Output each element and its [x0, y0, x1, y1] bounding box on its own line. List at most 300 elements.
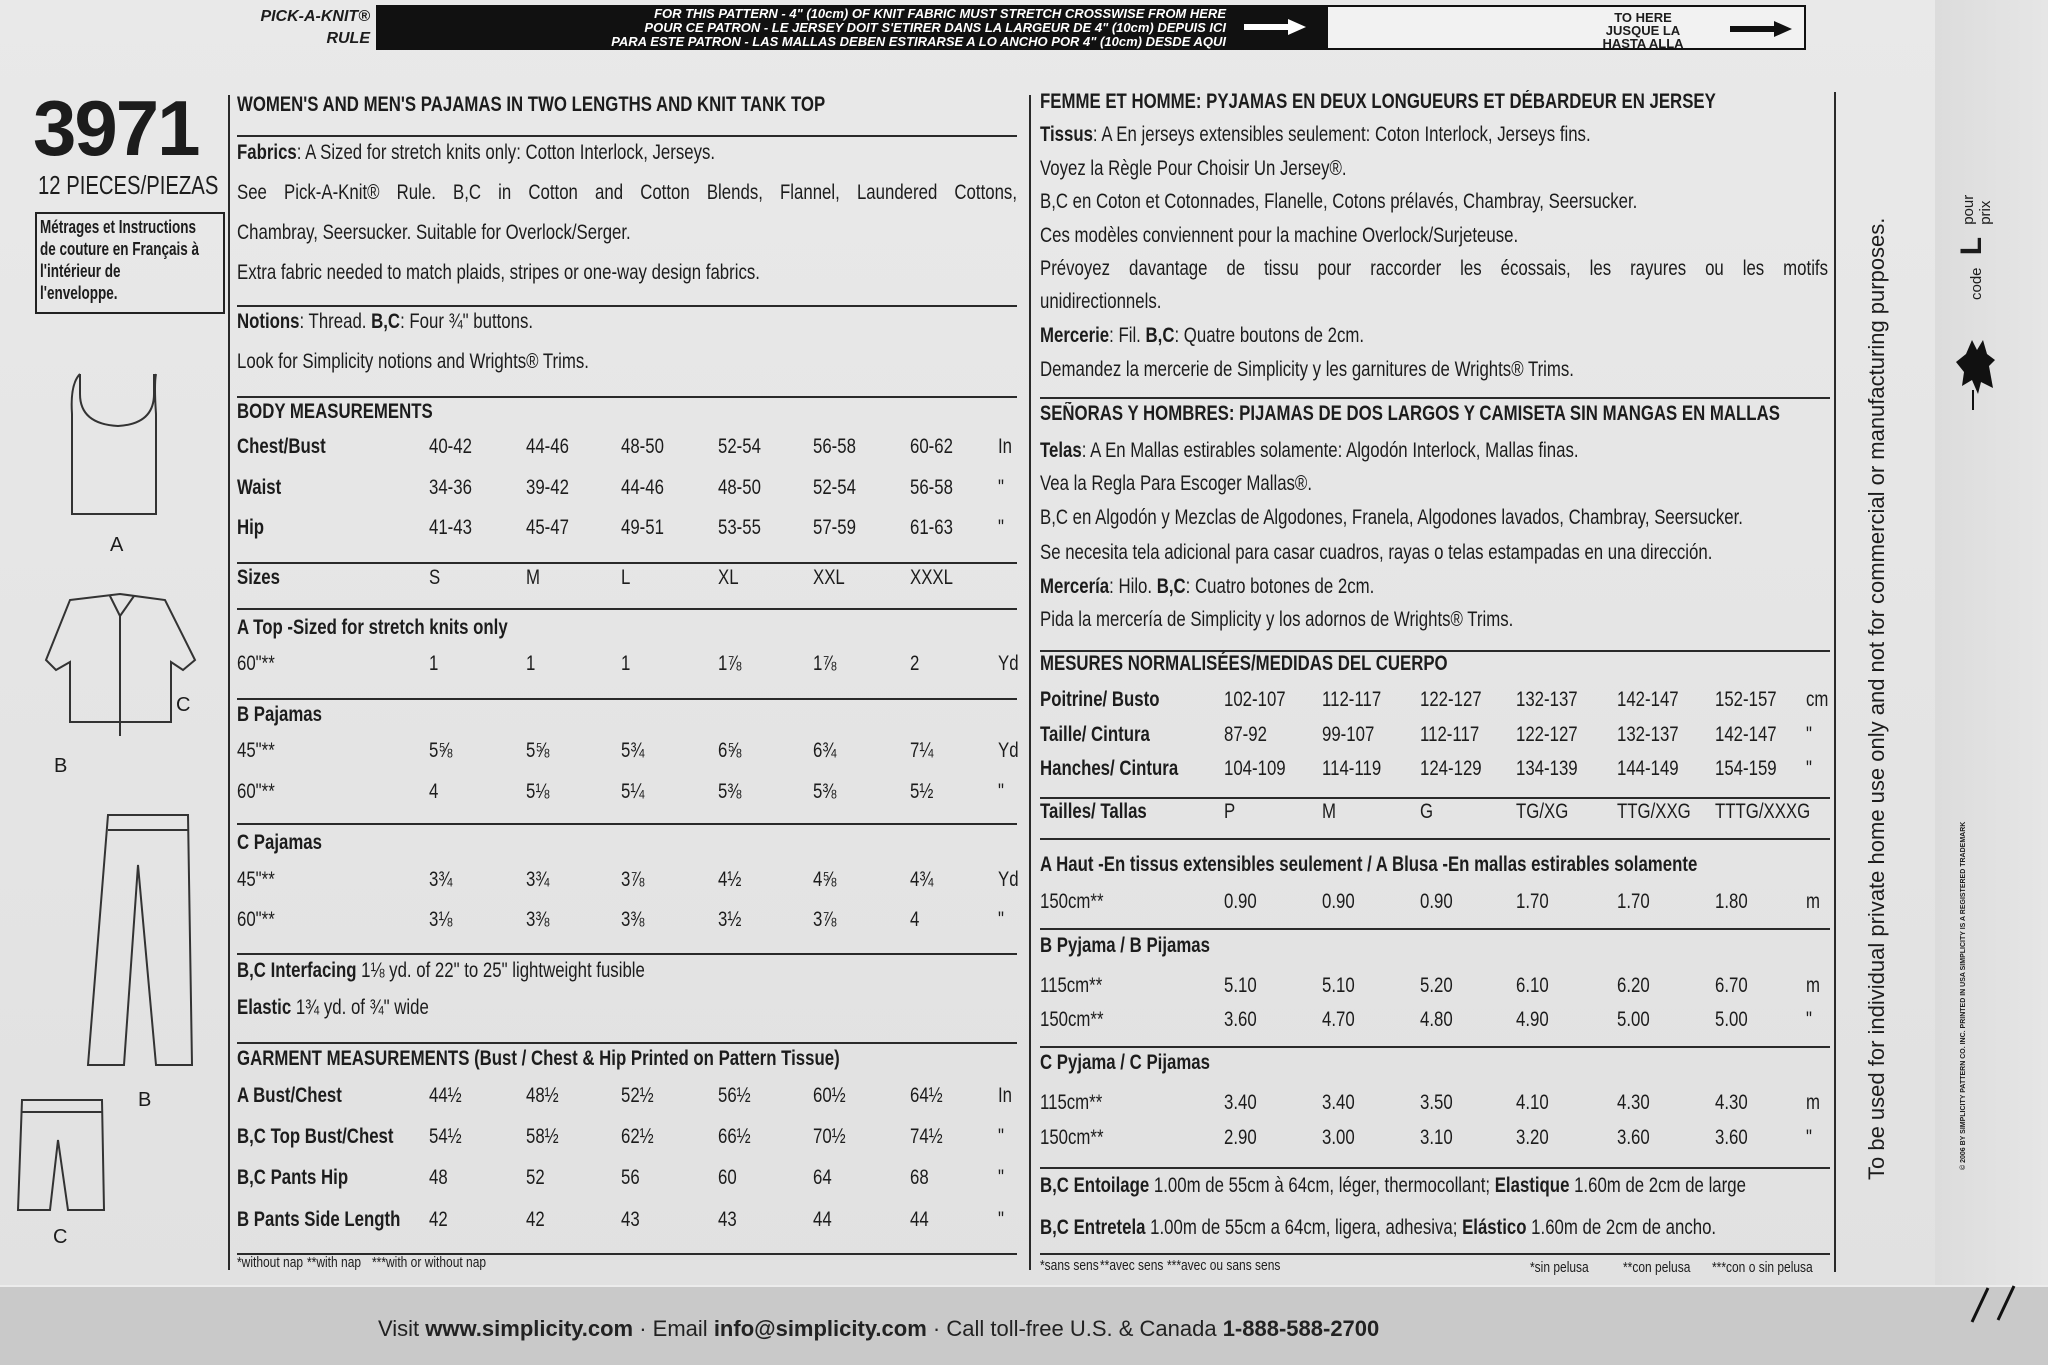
cell-value: 5⅛ [526, 780, 550, 803]
cell-value: 4 [429, 780, 439, 803]
unit-label: " [1806, 1008, 1812, 1031]
row-label: B,C Top Bust/Chest [237, 1125, 394, 1148]
cell-value: 43 [718, 1208, 737, 1231]
cell-value: 6.20 [1617, 974, 1650, 997]
row-label: Hanches/ Cintura [1040, 757, 1179, 780]
row-label: 115cm** [1040, 974, 1103, 997]
cell-value: 4.70 [1322, 1008, 1355, 1031]
text-run: Voyez la Règle Pour Choisir Un Jersey®. [1040, 157, 1347, 180]
b-pyjama-heading: B Pyjama / B Pijamas [1040, 934, 1210, 957]
cell-value: 3⅜ [526, 908, 550, 931]
footnote: *sin pelusa [1530, 1259, 1589, 1276]
text-run: : Four ¾" buttons. [400, 310, 534, 333]
text-run: Chambray, Seersucker. Suitable for Overlock/Serger. [237, 221, 631, 244]
french-instructions-notice [35, 212, 225, 314]
cell-value: 3⅞ [621, 868, 645, 891]
bold-label: Notions [237, 310, 300, 333]
view-label-c: C [176, 694, 191, 716]
bold-label: Tissus [1040, 123, 1093, 146]
text-line [1040, 355, 1574, 385]
cell-value: 56-58 [910, 476, 953, 499]
cell-value: 5¼ [621, 780, 645, 803]
maple-leaf-icon [1948, 332, 1998, 412]
cell-value: 5.00 [1617, 1008, 1650, 1031]
bold-label: Mercerie [1040, 324, 1110, 347]
text-run: 1.60m de 2cm de ancho. [1526, 1216, 1717, 1239]
unit-label: Yd [998, 868, 1019, 891]
row-label: Taille/ Cintura [1040, 723, 1150, 746]
cell-value: 48-50 [718, 476, 761, 499]
row-label: 150cm** [1040, 890, 1104, 913]
bold-label: Elástico [1462, 1216, 1527, 1239]
cell-value: 74½ [910, 1125, 943, 1148]
cell-value: P [1224, 800, 1236, 823]
c-pyjama-heading: C Pyjama / C Pijamas [1040, 1051, 1210, 1074]
cell-value: 112-117 [1322, 688, 1382, 711]
cell-value: 70½ [813, 1125, 846, 1148]
copyright-notice: © 2006 BY SIMPLICITY PATTERN CO. INC. PRINTED IN USA SIMPLICITY IS A REGISTERED TRADEMARK [1960, 821, 1967, 1170]
cell-value: 52 [526, 1166, 545, 1189]
piece-count: 12 PIECES/PIEZAS [38, 170, 219, 200]
cell-value: 5.00 [1715, 1008, 1748, 1031]
cell-value: 4.30 [1715, 1091, 1748, 1114]
text-line [1040, 154, 1347, 184]
unit-label: m [1806, 890, 1820, 913]
cell-value: 60½ [813, 1084, 846, 1107]
cell-value: 3.40 [1322, 1091, 1355, 1114]
tank-top-sketch [72, 374, 156, 514]
cell-value: 3.50 [1420, 1091, 1453, 1114]
stretch-line-es: PARA ESTE PATRON - LAS MALLAS DEBEN ESTIRARSE A LO ANCHO POR 4" (10cm) DESDE AQUI [611, 34, 1226, 49]
text-run: : Hilo. [1109, 575, 1157, 598]
cell-value: 124-129 [1420, 757, 1482, 780]
cell-value: 5¾ [621, 739, 645, 762]
text-line [1040, 503, 1743, 533]
view-label-c: C [53, 1226, 68, 1248]
cell-value: 56½ [718, 1084, 751, 1107]
email-link[interactable]: info@simplicity.com [713, 1316, 927, 1341]
cell-value: 39-42 [526, 476, 569, 499]
unit-label: " [998, 516, 1004, 539]
divider [1834, 92, 1836, 1272]
cell-value: 6⅝ [718, 739, 742, 762]
unit-label: " [1806, 723, 1812, 746]
pattern-number: 3971 [33, 84, 199, 172]
bold-label: B,C Entretela [1040, 1216, 1146, 1239]
cell-value: 144-149 [1617, 757, 1679, 780]
cell-value: 6¾ [813, 739, 837, 762]
rule [1040, 797, 1830, 799]
row-label: 150cm** [1040, 1008, 1104, 1031]
text-run: 1¾ yd. of ¾" wide [291, 996, 429, 1019]
text-run: : Quatre boutons de 2cm. [1174, 324, 1365, 347]
code-label: code [1968, 267, 1985, 300]
cell-value: 1.80 [1715, 890, 1748, 913]
stretch-line-en: FOR THIS PATTERN - 4" (10cm) OF KNIT FABRIC MUST STRETCH CROSSWISE FROM HERE [654, 6, 1226, 21]
bold-label: B,C Entoilage [1040, 1174, 1150, 1197]
bold-label: B,C [1145, 324, 1175, 347]
bold-label: Elastic [237, 996, 292, 1019]
pick-a-knit-rule-word: RULE [326, 30, 370, 47]
row-label: Chest/Bust [237, 435, 326, 458]
unit-label: m [1806, 1091, 1820, 1114]
pick-a-knit-title: PICK-A-KNIT® [260, 8, 370, 25]
cell-value: 5⅜ [813, 780, 837, 803]
cell-value: 66½ [718, 1125, 751, 1148]
notice-line: de couture en Français à [40, 239, 200, 259]
cell-value: 2 [910, 652, 920, 675]
text-run: 1.60m de 2cm de large [1569, 1174, 1746, 1197]
unit-label: " [998, 1125, 1004, 1148]
cell-value: 114-119 [1322, 757, 1382, 780]
unit-label: In [998, 435, 1013, 458]
cell-value: 5⅜ [718, 780, 742, 803]
garment-measurements-heading: GARMENT MEASUREMENTS (Bust / Chest & Hip Printed on Pattern Tissue) [237, 1047, 840, 1070]
text-run: B,C en Coton et Cotonnades, Flanelle, Cotons prélavés, Chambray, Seersucker. [1040, 190, 1638, 213]
merceria-line [1040, 572, 1374, 602]
entoilage-line [1040, 1171, 1746, 1201]
cell-value: 42 [429, 1208, 448, 1231]
text-run: : Thread. [299, 310, 372, 333]
cell-value: 134-139 [1516, 757, 1578, 780]
unit-label: cm [1806, 688, 1829, 711]
cell-value: 5.10 [1322, 974, 1355, 997]
row-label: B Pants Side Length [237, 1208, 401, 1231]
cell-value: 4⅝ [813, 868, 837, 891]
row-label: 150cm** [1040, 1126, 1104, 1149]
to-here-en: TO HERE [1614, 10, 1672, 25]
cell-value: 48 [429, 1166, 448, 1189]
cell-value: 5⅝ [429, 739, 453, 762]
unit-label: " [1806, 1126, 1812, 1149]
a-haut-heading: A Haut -En tissus extensibles seulement / A Blusa -En mallas estirables solamente [1040, 853, 1698, 876]
footnote: ***avec ou sans sens [1167, 1257, 1281, 1274]
corner-marks [1960, 1270, 2020, 1330]
row-label: Waist [237, 476, 282, 499]
cell-value: S [429, 566, 441, 589]
english-column [237, 0, 1017, 1280]
cell-value: 3⅜ [621, 908, 645, 931]
text-line [1040, 469, 1312, 499]
fabrics-line [237, 138, 715, 168]
code-value: L [1955, 236, 1988, 256]
cell-value: 122-127 [1516, 723, 1578, 746]
cell-value: 58½ [526, 1125, 559, 1148]
visit-label: Visit [378, 1316, 426, 1341]
cell-value: 60 [718, 1166, 737, 1189]
row-label: 45"** [237, 868, 275, 891]
mercerie-line [1040, 321, 1364, 351]
english-title: WOMEN'S AND MEN'S PAJAMAS IN TWO LENGTHS AND KNIT TANK TOP [237, 93, 826, 116]
text-run: : A En Mallas estirables solamente: Algodón Interlock, Mallas finas. [1081, 439, 1579, 462]
cell-value: 3.10 [1420, 1126, 1453, 1149]
shirt-sketch [46, 594, 195, 736]
website-link[interactable]: www.simplicity.com [425, 1316, 634, 1341]
row-label: Poitrine/ Busto [1040, 688, 1160, 711]
divider [228, 95, 230, 1270]
cell-value: 44 [910, 1208, 929, 1231]
unit-label: " [998, 780, 1004, 803]
cell-value: 3⅞ [813, 908, 837, 931]
cell-value: 54½ [429, 1125, 462, 1148]
home-use-notice: To be used for individual private home use only and not for commercial or manufacturing purposes. [1864, 217, 1889, 1180]
text-line [1040, 605, 1513, 635]
elastic-line [237, 993, 429, 1023]
unit-label: " [1806, 757, 1812, 780]
cell-value: 102-107 [1224, 688, 1286, 711]
cell-value: 3½ [718, 908, 742, 931]
text-run: Demandez la mercerie de Simplicity y les garnitures de Wrights® Trims. [1040, 358, 1574, 381]
fabrics-line [237, 218, 631, 248]
cell-value: XL [718, 566, 739, 589]
unit-label: In [998, 1084, 1013, 1107]
row-label: 45"** [237, 739, 275, 762]
cell-value: 3.20 [1516, 1126, 1549, 1149]
french-spanish-column [1040, 0, 1830, 1280]
text-line [1040, 221, 1518, 251]
text-run: : Fil. [1109, 324, 1146, 347]
rule [237, 608, 1017, 610]
cell-value: 6.10 [1516, 974, 1549, 997]
cell-value: 5.10 [1224, 974, 1257, 997]
rule [237, 823, 1017, 825]
cell-value: 4.30 [1617, 1091, 1650, 1114]
unit-label: " [998, 908, 1004, 931]
cell-value: XXL [813, 566, 845, 589]
row-label: B,C Pants Hip [237, 1166, 349, 1189]
cell-value: 4½ [718, 868, 742, 891]
call-label: · Call toll-free U.S. & Canada [926, 1316, 1223, 1341]
text-run: : A En jerseys extensibles seulement: Coton Interlock, Jerseys fins. [1092, 123, 1591, 146]
rule [1040, 838, 1830, 840]
row-label: Tailles/ Tallas [1040, 800, 1147, 823]
row-label: 60"** [237, 652, 275, 675]
row-label: Sizes [237, 566, 280, 589]
text-line [1040, 287, 1161, 317]
cell-value: 68 [910, 1166, 929, 1189]
rule [237, 135, 1017, 137]
cell-value: 4¾ [910, 868, 934, 891]
rule [237, 698, 1017, 700]
text-run: Look for Simplicity notions and Wrights® Trims. [237, 350, 589, 373]
cell-value: 99-107 [1322, 723, 1375, 746]
footnote: ***con o sin pelusa [1712, 1259, 1813, 1276]
cell-value: XXXL [910, 566, 953, 589]
cell-value: 1⅞ [718, 652, 742, 675]
cell-value: 1.70 [1516, 890, 1549, 913]
view-label-a: A [110, 534, 124, 556]
text-run: Extra fabric needed to match plaids, stripes or one-way design fabrics. [237, 261, 760, 284]
text-line [1040, 538, 1712, 568]
cell-value: TTG/XXG [1617, 800, 1691, 823]
bold-label: Mercería [1040, 575, 1110, 598]
cell-value: G [1420, 800, 1434, 823]
row-label: 115cm** [1040, 1091, 1103, 1114]
text-run: Vea la Regla Para Escoger Mallas®. [1040, 472, 1312, 495]
cell-value: 44-46 [621, 476, 664, 499]
cell-value: 132-137 [1516, 688, 1578, 711]
price-code [1955, 195, 1994, 300]
cell-value: TG/XG [1516, 800, 1569, 823]
text-run: Ces modèles conviennent pour la machine Overlock/Surjeteuse. [1040, 224, 1519, 247]
text-run: Se necesita tela adicional para casar cuadros, rayas o telas estampadas en una dirección. [1040, 541, 1713, 564]
cell-value: 45-47 [526, 516, 569, 539]
bold-label: Fabrics [237, 141, 297, 164]
text-run: unidirectionnels. [1040, 290, 1162, 313]
unit-label: " [998, 1166, 1004, 1189]
unit-label: Yd [998, 652, 1019, 675]
cell-value: 1 [621, 652, 631, 675]
cell-value: 44 [813, 1208, 832, 1231]
cell-value: 3.00 [1322, 1126, 1355, 1149]
cell-value: 1 [526, 652, 536, 675]
cell-value: 5⅝ [526, 739, 550, 762]
fabrics-line [237, 178, 1017, 208]
cell-value: 3.60 [1617, 1126, 1650, 1149]
cell-value: 52½ [621, 1084, 654, 1107]
contact-footer [378, 1316, 1379, 1342]
view-illustrations [0, 360, 228, 1260]
cell-value: 1⅞ [813, 652, 837, 675]
row-label: A Bust/Chest [237, 1084, 342, 1107]
cell-value: 104-109 [1224, 757, 1286, 780]
footnote: **avec sens [1100, 1257, 1164, 1274]
cell-value: 3.60 [1224, 1008, 1257, 1031]
metric-body-heading: MESURES NORMALISÉES/MEDIDAS DEL CUERPO [1040, 652, 1448, 675]
email-label: · Email [633, 1316, 714, 1341]
view-label-b: B [138, 1089, 152, 1111]
cell-value: 0.90 [1224, 890, 1257, 913]
notions-line [237, 307, 533, 337]
text-run: 1.00m de 55cm a 64cm, ligera, adhesiva; [1145, 1216, 1463, 1239]
unit-label: " [998, 476, 1004, 499]
cell-value: 1.70 [1617, 890, 1650, 913]
rule [1040, 1167, 1830, 1169]
c-pajamas-heading: C Pajamas [237, 831, 322, 854]
text-run: 1⅛ yd. of 22" to 25" lightweight fusible [356, 959, 645, 982]
text-run: : Cuatro botones de 2cm. [1185, 575, 1375, 598]
cell-value: 40-42 [429, 435, 472, 458]
cell-value: 49-51 [621, 516, 664, 539]
text-run: See Pick-A-Knit® Rule. B,C in Cotton and Cotton Blends, Flannel, Laundered Cottons, [237, 181, 1017, 204]
bold-label: Telas [1040, 439, 1082, 462]
row-label: 60"** [237, 908, 275, 931]
footnote: *sans sens [1040, 1257, 1099, 1274]
footnote: **con pelusa [1623, 1259, 1691, 1276]
cell-value: L [621, 566, 631, 589]
cell-value: 62½ [621, 1125, 654, 1148]
cell-value: 132-137 [1617, 723, 1679, 746]
footnote: *without nap [237, 1254, 304, 1271]
text-line [1040, 187, 1637, 217]
cell-value: 48½ [526, 1084, 559, 1107]
cell-value: 61-63 [910, 516, 953, 539]
cell-value: 52-54 [718, 435, 761, 458]
cell-value: 6.70 [1715, 974, 1748, 997]
a-top-heading: A Top -Sized for stretch knits only [237, 616, 508, 639]
cell-value: 4.10 [1516, 1091, 1549, 1114]
cell-value: 4.90 [1516, 1008, 1549, 1031]
cell-value: TTTG/XXXG [1715, 800, 1811, 823]
interfacing-line [237, 956, 645, 986]
cell-value: 0.90 [1420, 890, 1453, 913]
cell-value: 56-58 [813, 435, 856, 458]
footnote: **with nap [307, 1254, 362, 1271]
notice-line: Métrages et Instructions [40, 217, 197, 237]
entretela-line [1040, 1213, 1716, 1243]
text-run: Pida la mercería de Simplicity y los adornos de Wrights® Trims. [1040, 608, 1514, 631]
notions-line [237, 347, 589, 377]
cell-value: 3¾ [429, 868, 453, 891]
french-title: FEMME ET HOMME: PYJAMAS EN DEUX LONGUEURS ET DÉBARDEUR EN JERSEY [1040, 90, 1716, 113]
cell-value: 142-147 [1617, 688, 1679, 711]
cell-value: 64½ [910, 1084, 943, 1107]
cell-value: 87-92 [1224, 723, 1267, 746]
cell-value: 56 [621, 1166, 640, 1189]
cell-value: M [1322, 800, 1336, 823]
cell-value: 5½ [910, 780, 934, 803]
tissus-line [1040, 120, 1591, 150]
divider [1029, 95, 1031, 1270]
cell-value: 122-127 [1420, 688, 1482, 711]
bold-label: B,C [371, 310, 401, 333]
cell-value: 1 [429, 652, 439, 675]
body-measurements-heading: BODY MEASUREMENTS [237, 400, 433, 423]
bold-label: Elastique [1494, 1174, 1570, 1197]
text-run: : A Sized for stretch knits only: Cotton Interlock, Jerseys. [296, 141, 716, 164]
spanish-title: SEÑORAS Y HOMBRES: PIJAMAS DE DOS LARGOS Y CAMISETA SIN MANGAS EN MALLAS [1040, 402, 1780, 425]
cell-value: 2.90 [1224, 1126, 1257, 1149]
cell-value: 41-43 [429, 516, 472, 539]
cell-value: 52-54 [813, 476, 856, 499]
cell-value: 44-46 [526, 435, 569, 458]
notice-line: l'enveloppe. [40, 283, 118, 303]
cell-value: 7¼ [910, 739, 934, 762]
to-here-es: HASTA ALLA [1602, 36, 1684, 51]
cell-value: 5.20 [1420, 974, 1453, 997]
cell-value: 112-117 [1420, 723, 1480, 746]
rule [1040, 928, 1830, 930]
cell-value: 0.90 [1322, 890, 1355, 913]
fabrics-line [237, 258, 760, 288]
unit-label: m [1806, 974, 1820, 997]
cell-value: 142-147 [1715, 723, 1777, 746]
cell-value: 3.60 [1715, 1126, 1748, 1149]
cell-value: 53-55 [718, 516, 761, 539]
cell-value: 154-159 [1715, 757, 1777, 780]
cell-value: 57-59 [813, 516, 856, 539]
telas-line [1040, 436, 1579, 466]
bold-label: B,C Interfacing [237, 959, 357, 982]
pour-label: pour [1960, 194, 1978, 225]
cell-value: M [526, 566, 540, 589]
unit-label: " [998, 1208, 1004, 1231]
text-run: B,C en Algodón y Mezclas de Algodones, Franela, Algodones lavados, Chambray, Seersucker. [1040, 506, 1743, 529]
shorts-sketch [18, 1100, 104, 1210]
view-label-b: B [54, 755, 68, 777]
text-run: 1.00m de 55cm à 64cm, léger, thermocollant; [1149, 1174, 1495, 1197]
cell-value: 42 [526, 1208, 545, 1231]
stretch-line-fr: POUR CE PATRON - LE JERSEY DOIT S'ETIRER DANS LA LARGEUR DE 4" (10cm) DEPUIS ICI [644, 20, 1226, 35]
cell-value: 3¾ [526, 868, 550, 891]
phone-number[interactable]: 1-888-588-2700 [1222, 1316, 1380, 1341]
cell-value: 3.40 [1224, 1091, 1257, 1114]
cell-value: 43 [621, 1208, 640, 1231]
b-pajamas-heading: B Pajamas [237, 703, 322, 726]
cell-value: 152-157 [1715, 688, 1777, 711]
notice-line: l'intérieur de [40, 261, 121, 281]
cell-value: 4 [910, 908, 920, 931]
